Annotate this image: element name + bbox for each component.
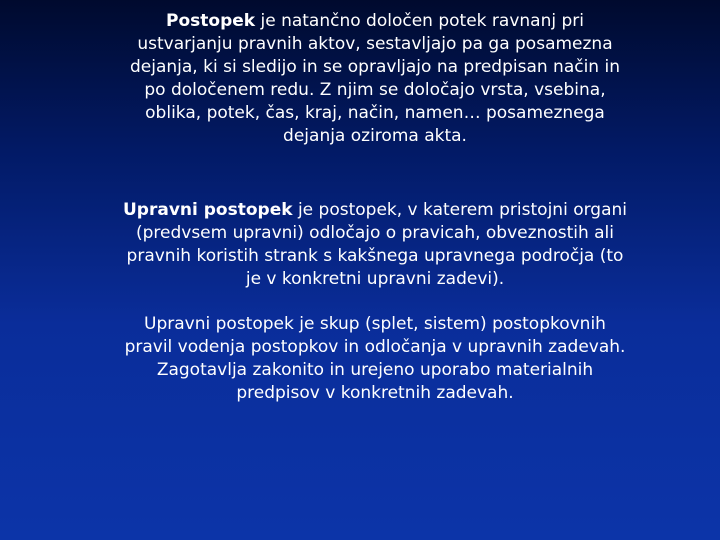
term-postopek: Postopek bbox=[166, 11, 256, 31]
paragraph-postopek bbox=[120, 10, 630, 148]
paragraph-definition-text: Upravni postopek je skup (splet, sistem) postopkovnih pravil vodenja postopkov in odločanja v upravnih zadevah. Zagotavlja zakonito in urejeno uporabo materialnih predpisov v konkretnih zadevah. bbox=[124, 314, 626, 403]
paragraph-upravni-postopek-text: je postopek, v katerem pristojni organi (predvsem upravni) odločajo o pravicah, obveznostih ali pravnih koristih strank s kakšnega upravnega področja (to je v konkretni upravni zadevi). bbox=[126, 200, 627, 289]
paragraph-postopek-text: je natančno določen potek ravnanj pri ustvarjanju pravnih aktov, sestavljajo pa ga posamezna dejanja, ki si sledijo in se opravljajo na predpisan način in po določenem redu. Z njim se določajo vrsta, vsebina, oblika, potek, čas, kraj, način, namen… posameznega dejanja oziroma akta. bbox=[130, 11, 620, 146]
term-upravni-postopek: Upravni postopek bbox=[123, 200, 293, 220]
paragraph-upravni-postopek bbox=[120, 199, 630, 291]
slide-content bbox=[120, 10, 630, 530]
paragraph-upravni-postopek-definition bbox=[120, 313, 630, 405]
